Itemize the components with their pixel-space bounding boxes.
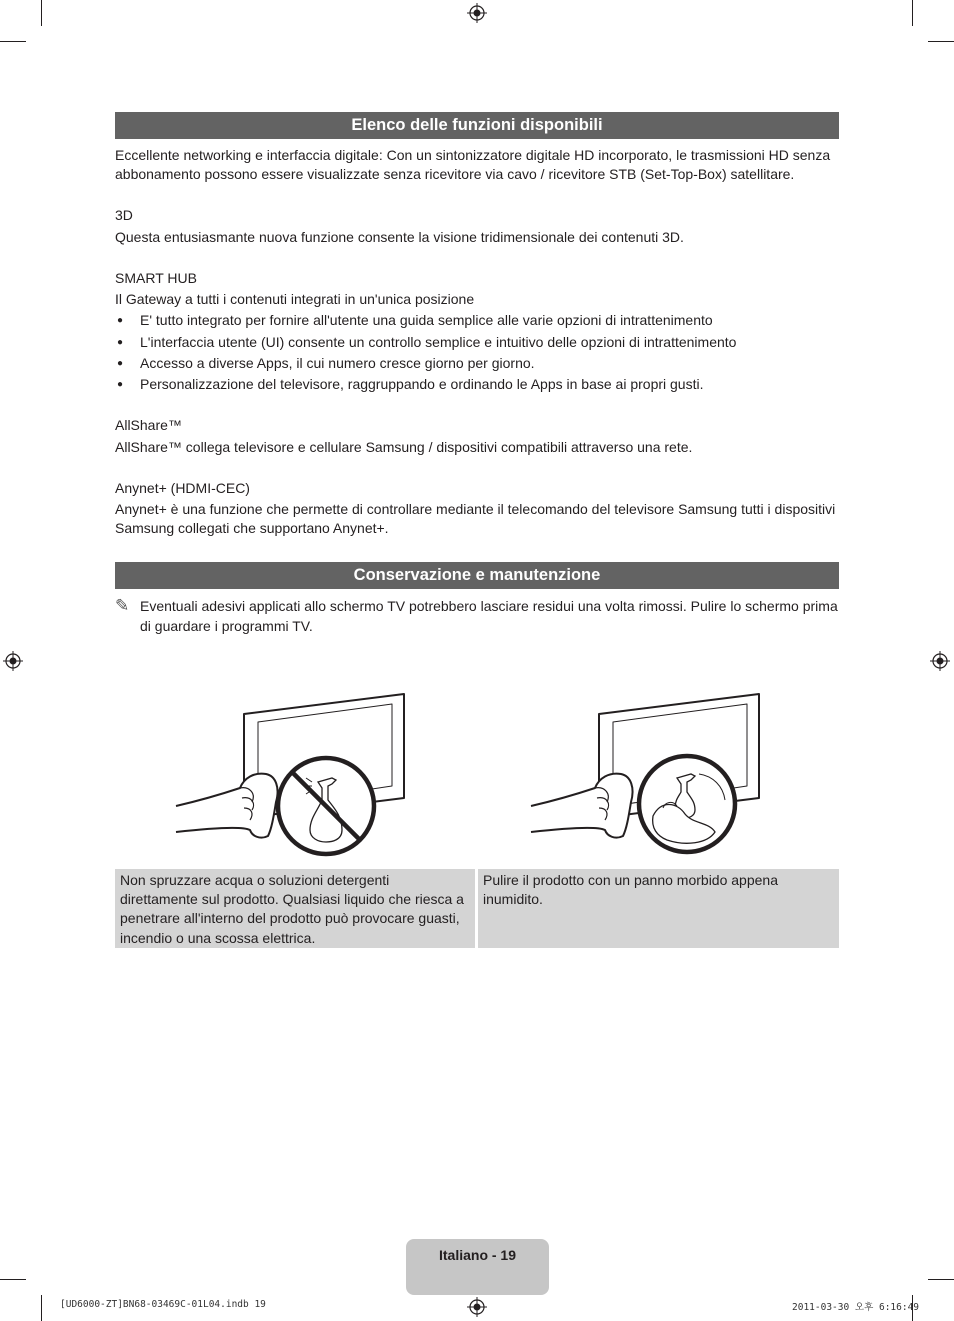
feature-text-3d: Questa entusiasmante nuova funzione consente la visione tridimensionale dei contenuti 3D.: [115, 228, 684, 245]
note-paragraph: [115, 597, 839, 635]
registration-mark-icon: [467, 3, 487, 23]
crop-mark: [928, 1279, 954, 1280]
registration-mark-icon: [3, 651, 23, 671]
crop-mark: [912, 0, 913, 26]
intro-paragraph: Eccellente networking e interfaccia digitale: Con un sintonizzatore digitale HD incorporato, le trasmissioni HD senza abbonamento possono essere visualizzate senza ricevitore via cavo / ricevitore STB (Set-Top-Box) satellitare.: [115, 147, 831, 183]
section-title-features: Elenco delle funzioni disponibili: [115, 112, 839, 139]
illustration-no-spray: [172, 690, 412, 858]
crop-mark: [41, 0, 42, 26]
feature-heading-anynet: Anynet+ (HDMI-CEC): [115, 479, 250, 496]
bullet-icon: ●: [116, 315, 124, 327]
list-item: ● E' tutto integrato per fornire all'utente una guida semplice alle varie opzioni di intrattenimento: [115, 311, 839, 330]
print-footer-timestamp: 2011-03-30 오후 6:16:49: [792, 1302, 920, 1313]
feature-heading-allshare: AllShare™: [115, 417, 182, 434]
list-item: ● Accesso a diverse Apps, il cui numero cresce giorno per giorno.: [115, 354, 839, 373]
feature-text-smart-hub: Il Gateway a tutti i contenuti integrati in un'unica posizione: [115, 291, 475, 308]
page-content: [115, 112, 839, 636]
crop-mark: [0, 41, 26, 42]
feature-heading-smart-hub: SMART HUB: [115, 269, 197, 286]
bullet-icon: ●: [116, 336, 124, 348]
caption-no-spray: Non spruzzare acqua o soluzioni detergenti direttamente sul prodotto. Qualsiasi liquido che riesca a penetrare all'interno del prodotto può provocare guasti, incendio o una scossa elettrica.: [115, 869, 475, 948]
illustration-damp-cloth: [527, 690, 767, 858]
registration-mark-icon: [930, 651, 950, 671]
registration-mark-icon: [467, 1297, 487, 1317]
caption-damp-cloth: Pulire il prodotto con un panno morbido appena inumidito.: [478, 869, 839, 948]
list-item: ● Personalizzazione del televisore, raggruppando e ordinando le Apps in base ai propri gusti.: [115, 375, 839, 394]
page-label: Italiano - 19: [438, 1247, 517, 1263]
print-footer-file: [UD6000-ZT]BN68-03469C-01L04.indb 19: [60, 1299, 266, 1310]
note-text: Eventuali adesivi applicati allo schermo TV potrebbero lasciare residui una volta rimossi. Pulire lo schermo prima di guardare i programmi TV.: [140, 598, 838, 634]
feature-heading-3d: 3D: [115, 207, 133, 224]
caption-table: [115, 869, 839, 948]
smart-hub-bullet-list: [115, 311, 839, 394]
feature-text-anynet: Anynet+ è una funzione che permette di controllare mediante il telecomando del televisore Samsung tutti i dispositivi Samsung collegati che supportano Anynet+.: [115, 501, 836, 537]
feature-text-allshare: AllShare™ collega televisore e cellulare Samsung / dispositivi compatibili attraverso una rete.: [115, 438, 693, 455]
bullet-icon: ●: [116, 379, 124, 391]
page-number-tab: [406, 1239, 549, 1295]
section-title-maintenance: Conservazione e manutenzione: [115, 562, 839, 589]
pencil-note-icon: ✎: [115, 596, 130, 616]
crop-mark: [928, 41, 954, 42]
crop-mark: [41, 1295, 42, 1321]
crop-mark: [0, 1279, 26, 1280]
bullet-icon: ●: [116, 357, 124, 369]
list-item: ● L'interfaccia utente (UI) consente un controllo semplice e intuitivo delle opzioni di intrattenimento: [115, 333, 839, 352]
